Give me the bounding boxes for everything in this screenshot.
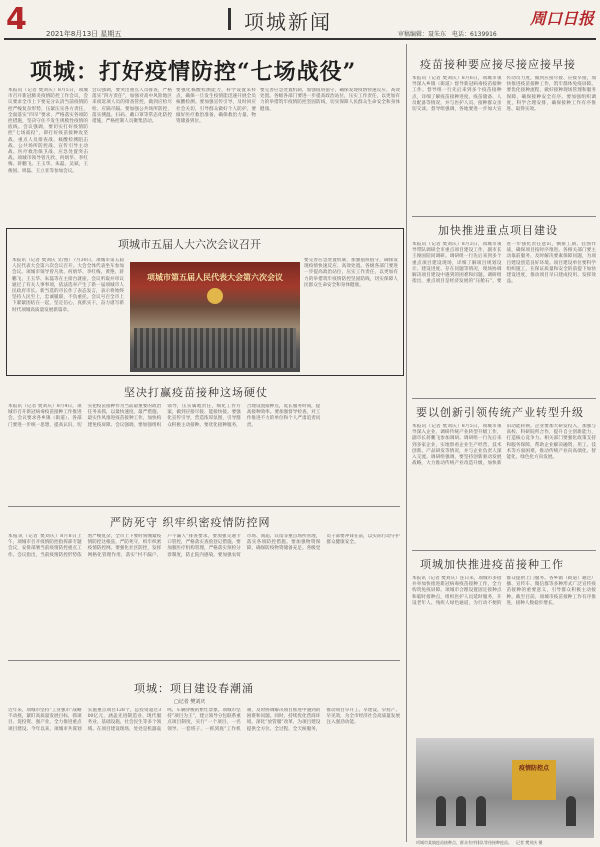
main-article-col-2: 会议强调，要突出重点人员排查，严格落实“四方责任”，加强对高中风险地区来项返项人员的排查管控，做到应检尽检、应隔尽隔。要加强公共场所防控，落实测温、扫码、戴口罩等常态化防控措施，严格控制人员聚集活动。 bbox=[92, 88, 172, 125]
prevention-article: 本报讯（记者 樊刘庆）8月8日上午，项城市召开疫情防控指挥部专题会议，安排部署当前疫情防控重点工作。会议指出，当前疫情防控形势依然严峻复杂，全市上下要时刻绷紧疫情防控这根弦，严防死守，织牢织密疫情防控网。要强化社区防控，发挥网格化管理作用，落实“村不漏户、户不漏人”排查要求。要加强交通卡口管控，严格落实查验登记措施。要加强医疗机构管理，严格落实预检分诊制度，防止院内感染。要加强农贸市场、商超、宾馆等重点场所管理，落实各项防控措施。要加强物资保障，确保防疫物资储备充足。各级党员干部要冲锋在前，以实际行动守护群众健康安全。 bbox=[8, 534, 400, 558]
page-number: 4 bbox=[6, 2, 27, 37]
section-bar bbox=[228, 8, 231, 30]
newspaper-logo: 周口日报 bbox=[529, 9, 594, 28]
projects-byline: □记者 樊刘庆 bbox=[174, 699, 206, 705]
vaccine-speed-article: 本报讯（记者 樊刘庆）连日来，项城市多措并举加快推进新冠病毒疫苗接种工作，全力构筑免疫屏障。项城市合理设置固定接种点和临时接种点，组织医护人员延时服务，开设老年人、残疾人绿色通道，为行动不便的群众提供上门服务。各乡镇（街道）通过广播、宣传车、微信群等多种形式广泛宣传疫苗接种的重要意义，引导群众积极主动接种。截至目前，项城市疫苗接种工作有序推进，接种人数稳步增长。 bbox=[412, 576, 596, 606]
column-divider bbox=[406, 44, 407, 842]
vaccination-photo bbox=[416, 738, 594, 838]
vaccine-fight-article: 本报讯（记者 樊刘庆）8月4日，项城市召开新冠病毒疫苗接种工作推进会。会议要求各乡镇（街道）、各部门要进一步统一思想，提高认识，切实把疫苗接种作为当前最重要的政治任务来抓，以最快速度、最严措施、最实作风推进疫苗接种工作，加快构建免疫屏障。会议强调，要加强组织领导，压实属地责任，细化工作方案，做到应接尽接、能接快接。要强化宣传引导，营造浓厚氛围，引导群众积极主动接种。要优化接种服务，合理设置接种点，延长服务时间，提高接种效率。要加强督导检查，对工作推进不力的单位和个人严肃追责问责。 bbox=[8, 404, 321, 428]
innovation-headline: 要以创新引领传统产业转型升级 bbox=[416, 406, 584, 419]
projects-article: 近年来，项城市坚持“工业强市”战略不动摇，紧盯高质量发展目标，抓项目、促投资、强产业，全力推进重点项目建设。今年以来，项城市共谋划实施重点项目128个，总投资超过300亿元，涵盖先进制造业、现代服务业、基础设施、社会民生等多个领域。在项目建设现场，处处是机器轰鸣、车辆穿梭的繁忙景象。项城市坚持“项目为王”，建立领导分包联系重点项目制度，实行“一个项目、一名领导、一套班子、一抓到底”工作机制，及时协调解决项目推进中遇到的困难和问题。同时，持续优化营商环境，深化“放管服”改革，为项目建设提供全方位、全过程、全天候服务，推动项目早开工、早建设、早投产、早见效，为全市经济社会高质量发展注入强劲动能。 bbox=[8, 708, 400, 732]
vaccination-sign: 疫情防控点 bbox=[512, 760, 556, 800]
main-headline: 项城：打好疫情防控“七场战役” bbox=[30, 59, 357, 85]
congress-headline: 项城市五届人大六次会议召开 bbox=[118, 238, 261, 251]
editor-line: 审稿编辑：聂朱东 电话：6139916 bbox=[398, 31, 497, 38]
audience-seats bbox=[134, 328, 296, 368]
divider bbox=[8, 506, 400, 507]
prevention-headline: 严防死守 织牢织密疫情防控网 bbox=[110, 516, 271, 529]
national-emblem-icon bbox=[207, 288, 223, 304]
vaccine-all-headline: 疫苗接种要应接尽接应接早接 bbox=[420, 58, 576, 71]
key-projects-headline: 加快推进重点项目建设 bbox=[438, 224, 558, 237]
key-projects-article: 本报讯（记者 樊刘庆）8月3日，项城市领导带队调研全市重点项目建设工作，副市长王俊国陪同调研。调研组一行先后来到多个重点项目建设现场，详细了解项目规划设计、建设进度、存在问题等情况，现场协调解决项目建设中遇到的困难和问题。调研组指出，重点项目是经济发展的“压舱石”，要进一步强化责任意识，倒排工期、挂图作战，确保项目按时序推进。各相关部门要主动靠前服务，及时解决要素保障问题，为项目建设创造良好环境。项目建设单位要科学组织施工，在保证质量和安全的前提下加快建设进度，推动项目早日建成投用、发挥效益。 bbox=[412, 242, 596, 285]
divider bbox=[412, 398, 596, 399]
section-title: 项城新闻 bbox=[244, 10, 332, 34]
congress-article-right: 要完善应急处置机制，加强值班值守，确保发现疫情快速反应、高效处置。各级各部门要进一步提高政治站位，压实工作责任，以更加有力的举措筑牢疫情防控坚固防线，切实保障人民群众生命安全和身体健康。 bbox=[304, 258, 398, 288]
date-line: 2021年8月13日 星期五 bbox=[46, 30, 122, 38]
divider bbox=[412, 216, 596, 217]
congress-article: 本报讯（记者 樊刘庆 文/图）7月30日，项城市第五届人民代表大会第六次会议召开。大会全体代表坐车参加会议。项城市领导曾凡欣、何炳华、李红梅、黄艳、蒋鹏飞、王玉华、朱磊等在主席台就座。会议听取并审议通过了有关人事事项，依法选举产生了新一届项城市人民政府市长。新当选的市长作了表态发言，表示将始终坚持人民至上，忠诚履职，不负重托。会议号召全市上下紧紧团结在一起，坚定信心，真抓实干，奋力谱写新时代项城高质量发展新篇章。 bbox=[12, 258, 124, 313]
person bbox=[456, 796, 466, 826]
vaccine-fight-headline: 坚决打赢疫苗接种这场硬仗 bbox=[124, 386, 268, 399]
masthead-rule bbox=[4, 38, 596, 40]
congress-banner: 项城市第五届人民代表大会第六次会议 bbox=[147, 272, 283, 282]
main-article-col-1: 本报讯（记者 樊刘庆）8月5日，项城市召开新冠肺炎疫情防控工作会议，会议要求全市上下要充分认清当前疫情防控严峻复杂形势，压紧压实各方责任，全面落实“四早”要求，严格落实各项防控措施，坚决守住不发生规模性疫情的底线。会议强调，要切实打好疫情防控“七场战役”，即打好疫苗接种攻坚战、重点人员排查战、核酸检测阻击战、公共场所防控战、宣传引导主动战、医疗救治保卫战、应急处置突击战。项城市领导曾凡欣、何炳华、李红梅、蒋鹏飞、王玉华、朱磊、吴斌、王俊国、周磊、王立亚等参加会议。 bbox=[8, 88, 88, 174]
person bbox=[476, 796, 486, 826]
vaccine-speed-headline: 项城加快推进疫苗接种工作 bbox=[420, 558, 564, 571]
main-article-col-3: 要强化核酸检测能力，科学设置采样点，确保一旦发生疫情能迅速开展全员核酸检测。要加强宣传引导，及时回应社会关切，引导群众做好个人防护。要做好医疗救治准备，确保救治力量、物资储备到位。 bbox=[176, 88, 256, 125]
person bbox=[566, 796, 576, 826]
photo-caption: 项城市某镇疫苗接种点，群众有序排队等待接种疫苗。 记者 樊刘庆 摄 bbox=[416, 840, 543, 845]
projects-headline: 项城：项目建设春潮涌 bbox=[134, 682, 254, 695]
divider bbox=[8, 660, 400, 661]
main-article-col-4: 要完善应急处置机制，加强值班值守，确保发现疫情快速反应、高效处置。各级各部门要进一步提高政治站位，压实工作责任，以更加有力的举措筑牢疫情防控坚固防线，切实保障人民群众生命安全和身体健康。 bbox=[260, 88, 400, 112]
congress-photo bbox=[130, 262, 300, 372]
divider bbox=[412, 550, 596, 551]
person bbox=[436, 796, 446, 826]
vaccine-all-article: 本报讯（记者 樊刘庆）8月6日，项城市领导深入乡镇（街道）督导新冠病毒疫苗接种工作。督导组一行先后来到多个疫苗接种点，详细了解疫苗接种进度、疫苗储备、人员配备等情况，并与医护人员、接种群众亲切交谈。督导组强调，各地要进一步加大宣传动员力度，做到应接尽接、应接早接，加快推进疫苗接种工作，筑牢群体免疫屏障。要优化接种流程，做好接种现场管理和服务保障，确保接种安全有序。要加强组织调度，科学合理安排，确保接种工作有序推进、取得实效。 bbox=[412, 76, 596, 113]
innovation-article: 本报讯（记者 樊刘庆）8月5日，项城市领导深入企业，调研传统产业转型升级工作，副市长蒋鹏飞参加调研。调研组一行先后来到多家企业，实地察看企业生产经营、技术创新、产品研发等情况，并与企业负责人深入交流。调研组强调，要坚持创新驱动发展战略，大力推动传统产业改造升级，加快新旧动能转换。企业要加大研发投入，加强与高校、科研院所合作，提升自主创新能力，打造核心竞争力。相关部门要强化政策支持和服务保障，帮助企业解决融资、用工、技术等方面困难，推动传统产业向高端化、智能化、绿色化方向发展。 bbox=[412, 424, 596, 467]
